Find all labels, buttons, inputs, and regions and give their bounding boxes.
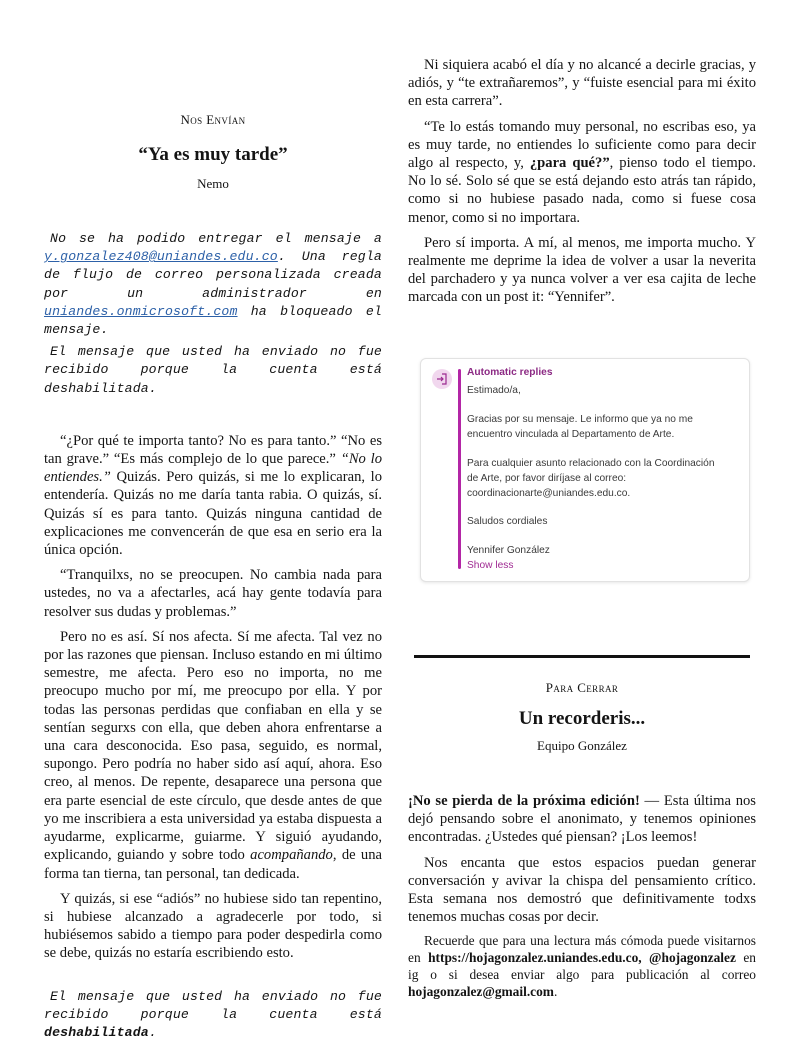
text: “Te lo estás tomando muy personal, no escribas eso, ya es muy tarde, no entiendes lo suficiente como para decir algo al respecto, y, bbox=[408, 118, 756, 172]
text: Pero no es así. Sí nos afecta. Sí me afecta. Tal vez no por las razones que piensan. Incluso estando en mi último semestre, me afecta. Pero eso no importa, no me preocupo mucho por mí, me preocupo por ella. Y por todas las personas perdidas que confiaban en ella y se sentían segurxs con ella, que deben ahora enfrentarse a una cara desconocida. Eso pasa, seguido, es normal, supongo. Pero podría no haber sido así aquí, ahora. Eso creo, al menos. De repente, desaparece una persona que era parte esencial de este círculo, que desde antes de que yo me inscribiera a esta universidad ya estaba dispuesta a ayudarme, explicarme, guiarme. Y siguió ayudando, explicando, guiando y sobre todo bbox=[44, 628, 382, 864]
closing-section bbox=[408, 680, 756, 1008]
text: Quizás. Pero quizás, si me lo explicaran, lo entendería. Quizás no me daría tanta rabia. O quizás, sí. Quizás sí es para tanto. Quizás ninguna cantidad de explicaciones me convencerán de que esa en serio era la única opción. bbox=[44, 469, 382, 559]
accent-bar bbox=[458, 369, 461, 569]
bounce-text: El mensaje que usted ha enviado no fue recibido porque la cuenta está bbox=[44, 988, 382, 1022]
autoreply-line: Estimado/a, bbox=[467, 385, 521, 396]
paragraph bbox=[44, 432, 382, 559]
sign-in-icon bbox=[432, 369, 452, 389]
text: . bbox=[553, 983, 558, 999]
bounce-text: No se ha podido entregar el mensaje a bbox=[50, 231, 382, 246]
closing-author: Equipo González bbox=[537, 738, 627, 753]
text: , de una forma tan tierna, tan personal, tan dedicada. bbox=[44, 847, 382, 882]
paragraph bbox=[408, 792, 756, 847]
automatic-reply-card bbox=[420, 358, 750, 582]
article-title: “Ya es muy tarde” bbox=[138, 144, 288, 165]
autoreply-line: Gracias por su mensaje. Le informo que ya no me bbox=[467, 414, 693, 425]
paragraph bbox=[408, 933, 756, 1000]
instagram-handle[interactable]: @hojagonzalez bbox=[649, 950, 736, 966]
text: en ig o si desea enviar algo para publicación al correo bbox=[408, 950, 756, 983]
section-divider bbox=[414, 655, 750, 658]
section-kicker: Nos Envían bbox=[180, 112, 246, 127]
paragraph bbox=[44, 628, 382, 883]
section-kicker: Para Cerrar bbox=[545, 680, 619, 695]
article-author: Nemo bbox=[197, 176, 229, 191]
text: — Esta última nos dejó pensando sobre el anonimato, y tenemos opiniones encontradas. ¿Ustedes qué piensan? ¡Los leemos! bbox=[408, 793, 756, 846]
autoreply-line: Saludos cordiales bbox=[467, 516, 548, 527]
bounce-message-1 bbox=[44, 230, 382, 339]
left-column bbox=[44, 0, 382, 1046]
bounce-bold: deshabilitada bbox=[44, 1024, 149, 1040]
bold-text: ¡No se pierda de la próxima edición! bbox=[408, 793, 640, 809]
paragraph: Nos encanta que estos espacios puedan generar conversación y avivar la chispa del pensamiento crítico. Esta semana nos demostró que definitivamente todxs tenemos muchas cosas por decir. bbox=[408, 854, 756, 926]
bounce-text: . Una regla de flujo de correo personalizada creada por un administrador en bbox=[44, 249, 382, 301]
closing-title: Un recorderis... bbox=[518, 708, 646, 729]
bounce-text: . bbox=[148, 1024, 157, 1040]
website-link[interactable]: https://hojagonzalez.uniandes.edu.co, bbox=[428, 950, 642, 966]
paragraph: Pero sí importa. A mí, al menos, me importa mucho. Y realmente me deprime la idea de volver a usar la neverita del parchadero y ya nunca volver a ver esa cajita de leche marcada con un post it: “Yennifer”. bbox=[408, 234, 756, 306]
emphasis: “No lo entiendes.” bbox=[44, 451, 382, 486]
text: Recuerde que para una lectura más cómoda puede visitarnos en bbox=[408, 933, 756, 966]
autoreply-line: de Arte, por favor diríjase al correo: bbox=[467, 473, 627, 484]
paragraph: Y quizás, si ese “adiós” no hubiese sido tan repentino, si hubiese alcanzado a agradecerle por todo, si hubiésemos sabido a tiempo para poder despedirla como se debe, quizás no estaría escribiendo esto. bbox=[44, 890, 382, 962]
text: , pienso todo el tiempo. No lo sé. Solo sé que se está dejando esto atrás tan rápido, como si no hubiese pasado nada, como si fuese cosa menor, como si no importara. bbox=[408, 155, 756, 226]
bold-text: ¿para qué?” bbox=[529, 155, 610, 172]
show-less-link[interactable]: Show less bbox=[467, 560, 514, 571]
autoreply-line: encuentro vinculada al Departamento de Arte. bbox=[467, 429, 675, 440]
right-column bbox=[408, 56, 756, 314]
contact-email[interactable]: hojagonzalez@gmail.com bbox=[408, 983, 554, 999]
bounce-message-3 bbox=[44, 988, 382, 1043]
paragraph bbox=[408, 118, 756, 227]
autoreply-header: Automatic replies bbox=[467, 367, 553, 378]
emphasis: acompañando bbox=[250, 847, 333, 864]
text: “¿Por qué te importa tanto? No es para tanto.” “No es tan grave.” “Es más complejo de lo que parece.” bbox=[44, 432, 382, 468]
domain-link[interactable]: uniandes.onmicrosoft.com bbox=[44, 303, 238, 319]
bounce-message-2: El mensaje que usted ha enviado no fue recibido porque la cuenta está deshabilitada. bbox=[44, 344, 382, 396]
paragraph: Ni siquiera acabó el día y no alcancé a decirle gracias, y adiós, y “te extrañaremos”, y “fuiste esencial para mi éxito en esta carrera”. bbox=[408, 57, 756, 110]
autoreply-line: coordinacionarte@uniandes.edu.co. bbox=[467, 488, 631, 499]
autoreply-line: Yennifer González bbox=[467, 545, 550, 556]
bounce-text: ha bloqueado el mensaje. bbox=[44, 303, 382, 338]
paragraph: “Tranquilxs, no se preocupen. No cambia nada para ustedes, no va a afectarles, acá hay gente todavía para resolver sus dudas y problemas.” bbox=[44, 567, 382, 620]
autoreply-line: Para cualquier asunto relacionado con la Coordinación bbox=[467, 458, 715, 469]
email-link[interactable]: y.gonzalez408@uniandes.edu.co bbox=[44, 249, 278, 265]
